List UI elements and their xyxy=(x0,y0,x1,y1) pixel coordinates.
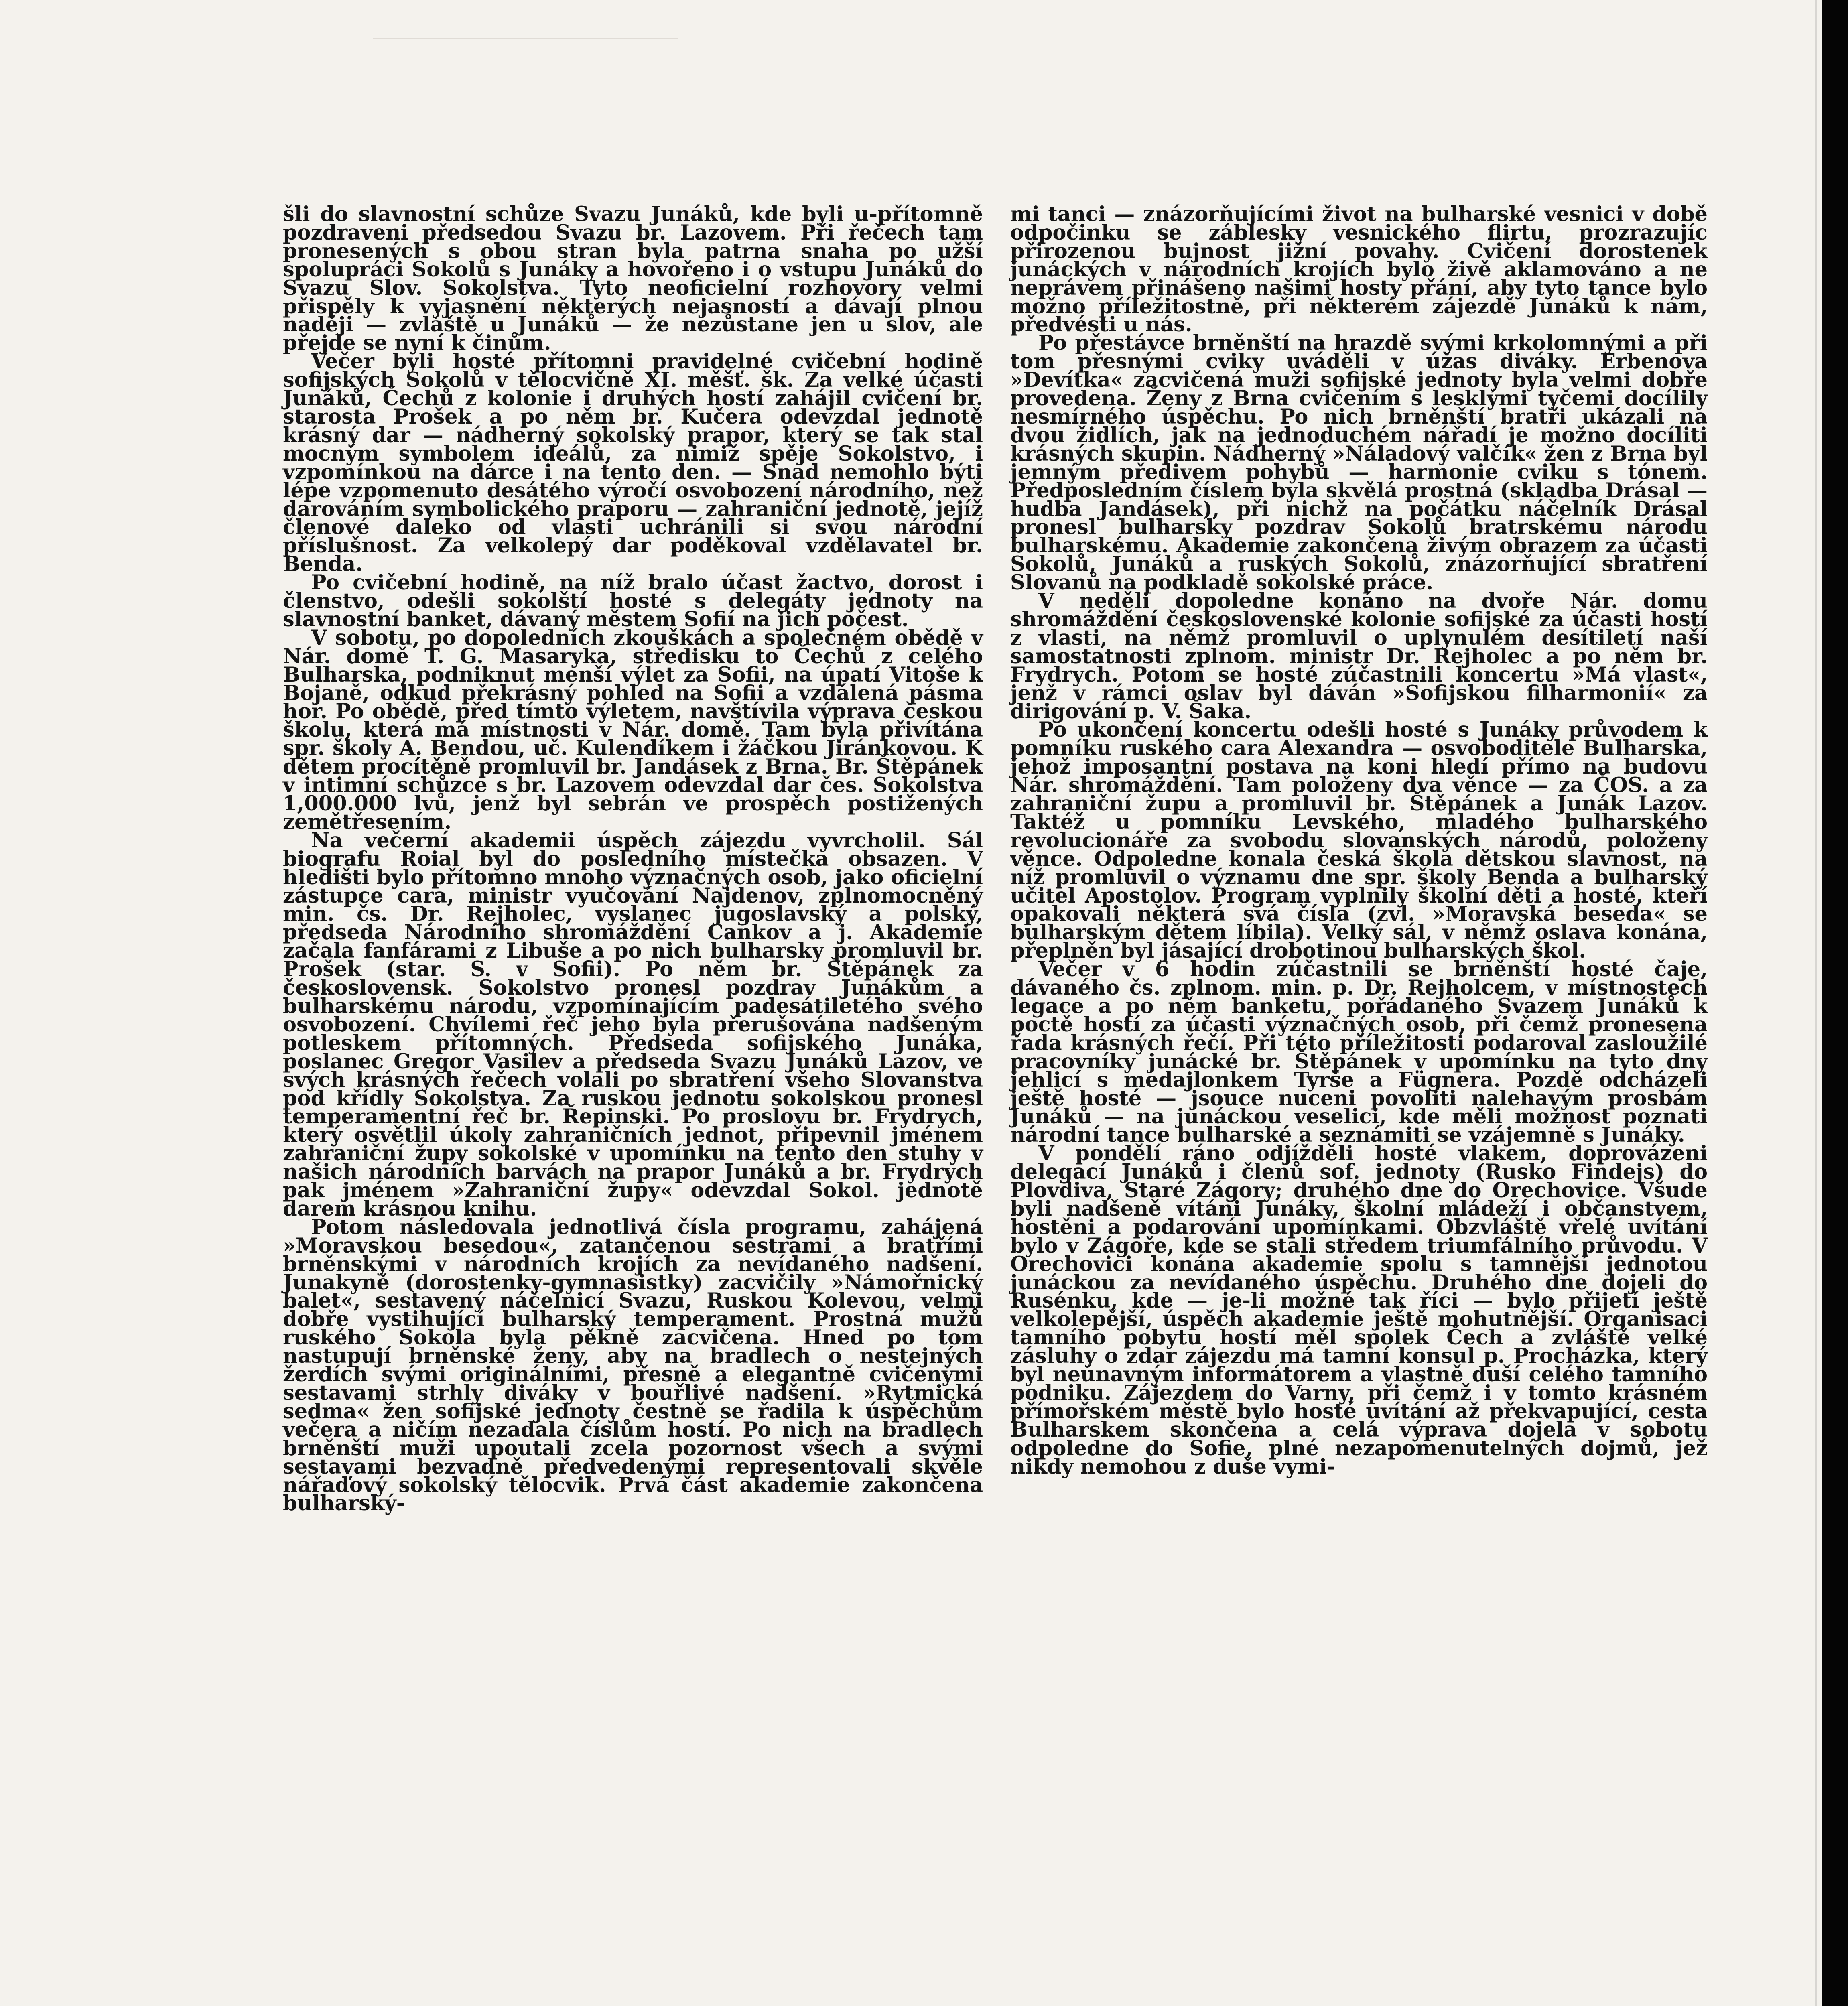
left-paragraph-4: V sobotu, po dopoledních zkouškách a společném obědě v Nár. domě T. G. Masaryka, středisku to Čechů z celého Bulharska, podniknut menší výlet za Sofii, na úpatí Vitoše k Bojaně, odkud překrásný pohled na Sofii a vzdálená pásma hor. Po obědě, před tímto výletem, navštívila výprava českou školu, která má místnosti v Nár. domě. Tam byla přivítána spr. školy A. Bendou, uč. Kulendíkem i žáčkou Jiránkovou. K dětem procítěně promluvil br. Jandásek z Brna. Br. Štěpánek v intimní schůzce s br. Lazovem odevzdal dar čes. Sokolstva 1,000.000 lvů, jenž byl sebrán ve prospěch postižených zemětřesením. xyxy=(283,625,983,834)
faint-scan-mark xyxy=(373,38,678,99)
left-paragraph-2: Večer byli hosté přítomni pravidelné cvičební hodině sofijských Sokolů v tělocvičně XI. měšť. šk. Za velké účasti Junáků, Čechů z kolonie i druhých hostí zahájil cvičení br. starosta Prošek a po něm br. Kučera odevzdal jednotě krásný dar — nádherný sokolský prapor, který se tak stal mocným symbolem ideálů, za nimiž spěje Sokolstvo, i vzpomínkou na dárce i na tento den. — Snad nemohlo býti lépe vzpomenuto desátého výročí osvobození národního, než darováním symbolického praporu — zahraniční jednotě, jejíž členové daleko od vlasti uchránili si svou národní příslušnost. Za velkolepý dar poděkoval vzdělavatel br. Benda. xyxy=(283,349,983,577)
right-text-column xyxy=(1010,202,1708,1479)
right-paragraph-3: V neděli dopoledne konáno na dvoře Nár. domu shromáždění československé kolonie sofijské za účasti hostí z vlasti, na němž promluvil o uplynulém desítiletí naší samostatnosti zplnom. ministr Dr. Rejholec a po něm br. Frydrych. Potom se hosté zúčastnili koncertu »Má vlast«, jenž v rámci oslav byl dáván »Sofijskou filharmonií« za dirigování p. V. Šaka. xyxy=(1010,589,1708,724)
right-paragraph-1: mi tanci — znázorňujícími život na bulharské vesnici v době odpočinku se záblesky vesnického flirtu, prozrazujíc přirozenou bujnost jižní povahy. Cvičení dorostenek junáckých v národních krojích bylo živě aklamováno a ne neprávem přinášeno našimi hosty přání, aby tyto tance bylo možno příležitostně, při některém zájezdě Junáků k nám, předvésti u nás. xyxy=(1010,202,1708,337)
left-text-column xyxy=(283,202,983,1516)
left-paragraph-1: šli do slavnostní schůze Svazu Junáků, kde byli u-přítomně pozdraveni předsedou Svazu br. Lazovem. Při řečech tam pronesených s obou stran byla patrna snaha po užší spolupráci Sokolů s Junáky a hovořeno i o vstupu Junáků do Svazu Slov. Sokolstva. Tyto neoficielní rozhovory velmi přispěly k vyjasnění některých nejasností a dávají plnou naději — zvláště u Junáků — že nezůstane jen u slov, ale přejde se nyní k činům. xyxy=(283,202,983,355)
right-paragraph-2: Po přestávce brněnští na hrazdě svými krkolomnými a při tom přesnými cviky uváděli v úžas diváky. Erbenova »Devítka« zacvičená muži sofijské jednoty byla velmi dobře provedena. Ženy z Brna cvičením s lesklými tyčemi docílily nesmírného úspěchu. Po nich brněnští bratři ukázali na dvou židlích, jak na jednoduchém nářadí je možno docíliti krásných skupin. Nádherný »Náladový valčík« žen z Brna byl jemným předivem pohybů — harmonie cviku s tónem. Předposledním číslem byla skvělá prostná (skladba Drásal — hudba Jandásek), při nichž na počátku náčelník Drásal pronesl bulharsky pozdrav Sokolů bratrskému národu bulharskému. Akademie zakončena živým obrazem za účasti Sokolů, Junáků a ruských Sokolů, znázorňující sbratření Slovanů na podkladě sokolské práce. xyxy=(1010,331,1708,595)
right-paragraph-5: Večer v 6 hodin zúčastnili se brněnští hosté čaje, dávaného čs. zplnom. min. p. Dr. Rejholcem, v místnostech legace a po něm banketu, pořádaného Svazem Junáků k poctě hostí za účasti význačných osob, při čemž pronesena řada krásných řečí. Při této příležitosti podaroval zasloužilé pracovníky junácké br. Štěpánek v upomínku na tyto dny jehlicí s medajlonkem Tyrše a Fügnera. Pozdě odcházeli ještě hosté — jsouce nuceni povoliti nalehavým prosbám Junáků — na junáckou veselici, kde měli možnost poznati národní tance bulharské a seznámiti se vzájemně s Junáky. xyxy=(1010,957,1708,1147)
right-paragraph-4: Po ukončení koncertu odešli hosté s Junáky průvodem k pomníku ruského cara Alexandra — osvoboditele Bulharska, jehož imposantní postava na koni hledí přímo na budovu Nár. shromáždění. Tam položeny dva věnce — za ČOS. a za zahraniční župu a promluvil br. Štěpánek a Junák Lazov. Taktéž u pomníku Levského, mladého bulharského revolucionáře za svobodu slovanských národů, položeny věnce. Odpoledne konala česká škola dětskou slavnost, na níž promluvil o významu dne spr. školy Benda a bulharský učitel Apostolov. Program vyplnily školní děti a hosté, kteří opakovali některá svá čísla (zvl. »Moravská beseda« se bulharským dětem líbila). Velký sál, v němž oslava konána, přeplněn byl jásající drobotinou bulharských škol. xyxy=(1010,718,1708,963)
left-paragraph-3: Po cvičební hodině, na níž bralo účast žactvo, dorost i členstvo, odešli sokolští hosté s delegáty jednoty na slavnostní banket, dávaný městem Sofií na jich počest. xyxy=(283,571,983,631)
left-paragraph-5: Na večerní akademii úspěch zájezdu vyvrcholil. Sál biografu Roial byl do posledního místečka obsazen. V hledišti bylo přítomno mnoho význačných osob, jako oficielní zástupce cara, ministr vyučování Najdenov, zplnomocněný min. čs. Dr. Rejholec, vyslanec jugoslavský a polský, předseda Národního shromáždění Cankov a j. Akademie začala fanfárami z Libuše a po nich bulharsky promluvil br. Prošek (star. S. v Sofii). Po něm br. Štěpánek za československ. Sokolstvo pronesl pozdrav Junákům a bulharskému národu, vzpomínajícím padesátiletého svého osvobození. Chvílemi řeč jeho byla přerušována nadšeným potleskem přítomných. Předseda sofijského Junáka, poslanec Gregor Vasilev a předseda Svazu Junáků Lazov, ve svých krásných řečech volali po sbratření všeho Slovanstva pod křídly Sokolstva. Za ruskou jednotu sokolskou pronesl temperamentní řeč br. Řepinski. Po proslovu br. Frydrych, který osvětlil úkoly zahraničních jednot, připevnil jménem zahraniční župy sokolské v upomínku na tento den stuhy v našich národních barvách na prapor Junáků a br. Frydrych pak jménem »Zahraniční župy« odevzdal Sokol. jednotě darem krásnou knihu. xyxy=(283,828,983,1221)
right-paragraph-6: V pondělí ráno odjížděli hosté vlakem, doprovázeni delegací Junáků i členů sof. jednoty (Rusko Findejs) do Plovdiva, Staré Zágory; druhého dne do Orechovice. Všude byli nadšeně vítáni Junáky, školní mládeží i občanstvem, hostěni a podarováni upomínkami. Obzvláště vřelé uvítání bylo v Zágoře, kde se stali středem triumfálního průvodu. V Orechovici konána akademie spolu s tamnější jednotou junáckou za nevídaného úspěchu. Druhého dne dojeli do Rusénku, kde — je-li možné tak říci — bylo přijetí ještě velkolepější, úspěch akademie ještě mohutnější. Organisaci tamního pobytu hostí měl spolek Čech a zvláště velké zásluhy o zdar zájezdu má tamní konsul p. Procházka, který byl neúnavným informátorem a vlastně duší celého tamního podniku. Zájezdem do Varny, při čemž i v tomto krásném přímořském městě bylo hosté uvítání až překvapující, cesta Bulharskem skončena a celá výprava dojela v sobotu odpoledne do Sofie, plné nezapomenutelných dojmů, jež nikdy nemohou z duše vymi- xyxy=(1010,1141,1708,1479)
left-paragraph-6: Potom následovala jednotlivá čísla programu, zahájená »Moravskou besedou«, zatančenou sestrami a bratřími brněnskými v národních krojích za nevídaného nadšení. Junakyně (dorostenky-gymnasistky) zacvičily »Námořnický balet«, sestavený náčelnicí Svazu, Ruskou Kolevou, velmi dobře vystihující bulharský temperament. Prostná mužů ruského Sokola byla pěkně zacvičena. Hned po tom nastupují brněnské ženy, aby na bradlech o nestejných žerdích svými originálními, přesně a elegantně cvičenými sestavami strhly diváky v bouřlivé nadšení. »Rytmická sedma« žen sofijské jednoty čestně se řadila k úspěchům večera a ničím nezadala číslům hostí. Po nich na bradlech brněnští muži upoutali zcela pozornost všech a svými sestavami bezvadně předvedenými representovali skvěle nářaďový sokolský tělocvik. Prvá část akademie zakončena bulharský- xyxy=(283,1215,983,1516)
scan-edge-line xyxy=(1815,0,1817,2006)
black-scan-border xyxy=(1822,0,1848,2006)
